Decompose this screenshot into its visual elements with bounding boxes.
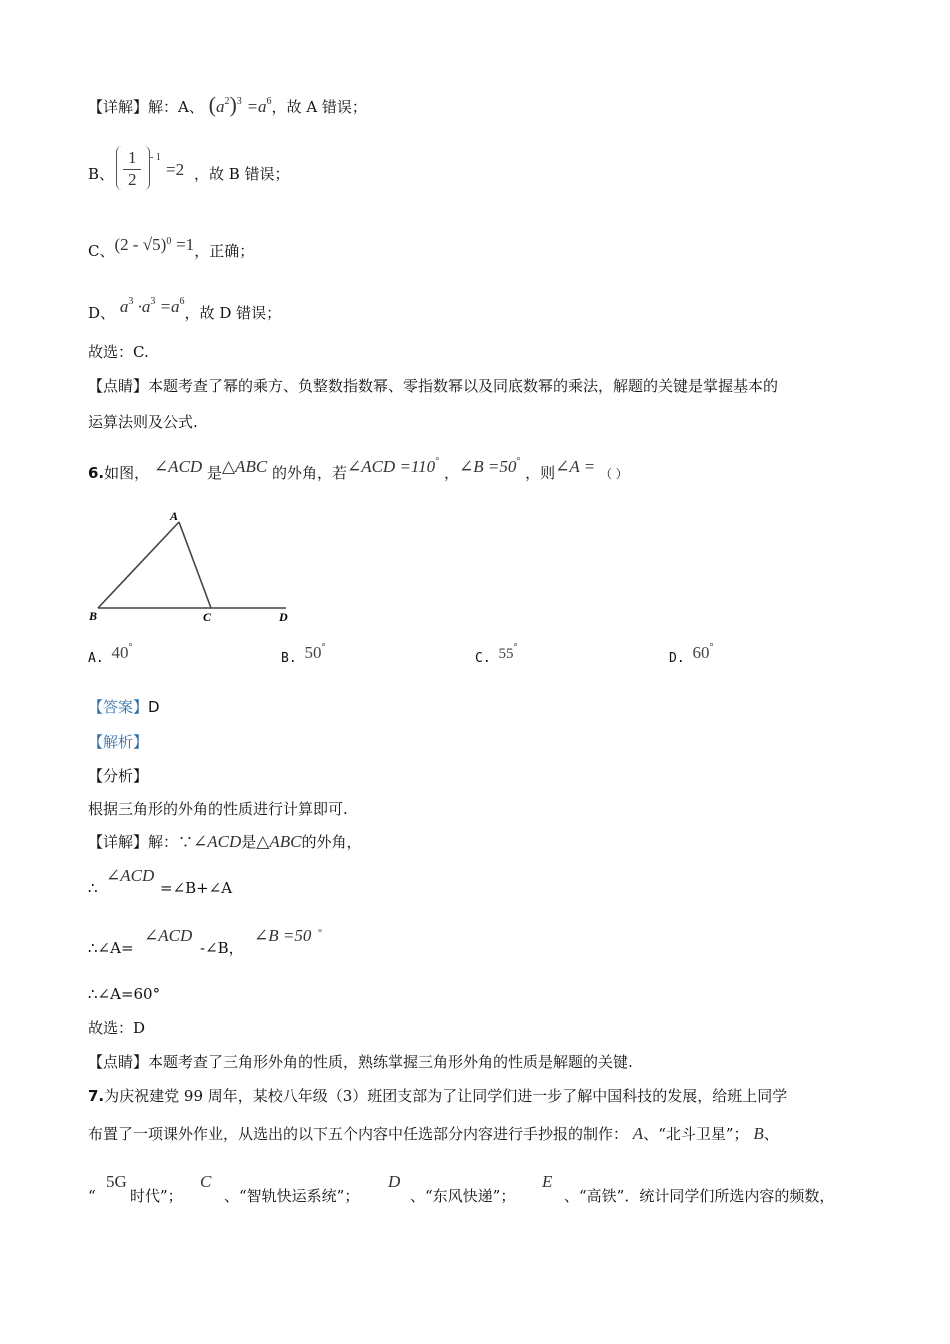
q6-acd: ∠ACD <box>153 457 203 476</box>
expr-a-base: a <box>215 97 225 116</box>
expr-a-tail: ，故 A 错误； <box>271 98 367 116</box>
q6-comma: ， <box>443 464 459 482</box>
q7-a-item: 、“北斗卫星”； <box>643 1125 749 1143</box>
step2-post: -∠B， <box>200 939 244 957</box>
expr-a-rhs-exp: 6 <box>266 96 272 107</box>
line-ac <box>179 522 211 608</box>
expr-a-eq: =a <box>246 97 267 116</box>
q6-step3: ∴∠A=60° <box>88 985 161 1003</box>
d-exp1: 3 <box>128 296 134 307</box>
expr-a: ( <box>208 92 216 117</box>
option-a-label: A. <box>88 651 104 666</box>
c-label: C、 <box>88 242 115 260</box>
line-ba <box>98 522 179 608</box>
option-d[interactable] <box>669 642 713 666</box>
b-den: 2 <box>128 170 137 189</box>
q5-comment-line1: 【点睛】本题考查了幂的乘方、负整数指数幂、零指数幂以及同底数幂的乘法，解题的关键是掌握基本的 <box>88 377 779 395</box>
answer-value: D <box>148 698 160 716</box>
d-label: D、 <box>88 304 116 322</box>
d-exp2: 3 <box>150 296 156 307</box>
option-a[interactable] <box>88 642 132 666</box>
q7-c-item: 、“智轨快运系统”； <box>224 1187 360 1205</box>
q7-line2 <box>88 1124 779 1144</box>
detail-abc: △ABC <box>256 832 302 851</box>
option-c[interactable] <box>475 642 517 666</box>
q7-5g: 5G <box>106 1172 127 1191</box>
q6-analysis-tag: 【解析】 <box>88 733 149 751</box>
c-eq: =1 <box>176 235 195 254</box>
q7-5g-tail: 时代”； <box>130 1187 183 1205</box>
detail-head: 【详解】解：∵ <box>88 833 194 851</box>
option-b-deg: ° <box>321 642 326 653</box>
q7-d-item: 、“东风快递”； <box>410 1187 516 1205</box>
step2-deg: ° <box>318 928 322 939</box>
q6-analysis-head: 【分析】 <box>88 767 149 785</box>
q6-text1: 如图， <box>104 464 150 482</box>
q6-detail <box>88 832 361 852</box>
q6-a-eq: ∠A = <box>555 457 596 476</box>
detail-is: 是 <box>241 833 257 851</box>
d-expr3: =a <box>155 297 180 316</box>
option-b-value: 50 <box>304 643 322 662</box>
option-d-deg: ° <box>709 642 714 653</box>
d-exp3: 6 <box>179 296 185 307</box>
b-tail: ，故 B 错误； <box>194 165 290 183</box>
option-d-value: 60 <box>692 643 710 662</box>
expr-a-exp-outer: 3 <box>236 96 242 107</box>
q6-answer <box>88 697 160 717</box>
q6-acd-eq: ∠ACD =110 <box>346 457 436 476</box>
q6-comment: 【点睛】本题考查了三角形外角的性质，熟练掌握三角形外角的性质是解题的关键. <box>88 1053 633 1071</box>
q7-b-item: 、 <box>763 1125 779 1143</box>
c-tail: ，正确； <box>194 242 255 260</box>
b-exp: - 1 <box>150 152 161 163</box>
q7-open-quote: “ <box>88 1187 96 1205</box>
c-exp: 0 <box>166 236 172 247</box>
q5-detail-d <box>88 292 281 323</box>
c-expr: (2 - √5) <box>114 235 167 254</box>
option-c-label: C. <box>475 651 491 666</box>
q5-comment-line2: 运算法则及公式. <box>88 413 198 431</box>
q6-stem <box>88 452 628 484</box>
option-a-deg: ° <box>128 642 133 653</box>
q6-paren: （ ） <box>599 467 628 481</box>
expr-a-close: ) <box>229 92 237 117</box>
q7-e-item: 、“高铁”．统计同学们所选内容的频数， <box>564 1187 835 1205</box>
q6-text4: ，则 <box>525 464 556 482</box>
label-c: C <box>203 610 212 624</box>
d-expr2: ·a <box>133 297 151 316</box>
d-expr1: a <box>119 297 129 316</box>
option-c-value: 55 <box>498 646 514 662</box>
option-c-deg: ° <box>513 642 518 653</box>
q5-detail-a <box>88 92 367 117</box>
triangle-figure <box>86 506 306 626</box>
step2-b: ∠B =50 <box>254 926 312 945</box>
q5-choice: 故选：C. <box>88 343 149 361</box>
d-tail: ，故 D 错误； <box>184 304 282 322</box>
step2-pre: ∴∠A= <box>88 939 134 957</box>
option-d-label: D. <box>669 651 685 666</box>
detail-head: 【详解】解：A、 <box>88 98 204 116</box>
option-a-value: 40 <box>111 643 129 662</box>
q7-e: E <box>542 1172 553 1191</box>
q6-choice: 故选：D <box>88 1019 146 1037</box>
q7-line1 <box>88 1086 787 1106</box>
b-label: B、 <box>88 165 115 183</box>
q6-text2: 是 <box>206 464 222 482</box>
q6-number: 6. <box>88 464 105 482</box>
label-b: B <box>89 609 98 623</box>
q6-text3: 的外角，若 <box>271 464 347 482</box>
label-d: D <box>279 610 288 624</box>
b-eq: =2 <box>166 160 185 179</box>
q7-b: B <box>753 1124 764 1143</box>
q7-d: D <box>388 1172 401 1191</box>
q7-line1-text: 为庆祝建党 99 周年，某校八年级（3）班团支部为了让同学们进一步了解中国科技的发展，给班上同学 <box>104 1087 788 1105</box>
option-b-label: B. <box>281 651 297 666</box>
q6-deg1: ° <box>435 456 440 467</box>
q6-analysis-text: 根据三角形的外角的性质进行计算即可. <box>88 800 348 818</box>
step2-acd: ∠ACD <box>144 926 193 945</box>
q7-a: A <box>632 1124 644 1143</box>
q6-deg2: ° <box>516 456 521 467</box>
q5-detail-c <box>88 232 254 261</box>
q7-number: 7. <box>88 1087 105 1105</box>
expr-a-exp-inner: 2 <box>224 96 230 107</box>
q7-line2-text: 布置了一项课外作业，从选出的以下五个内容中任选部分内容进行手抄报的制作： <box>88 1125 629 1143</box>
q7-c: C <box>200 1172 212 1191</box>
option-b[interactable] <box>281 642 325 666</box>
step1-post: =∠B+∠A <box>160 879 233 897</box>
step1-pre: ∴ <box>88 879 98 897</box>
q6-b-eq: ∠B =50 <box>458 457 517 476</box>
b-num: 1 <box>128 148 137 167</box>
step1-acd: ∠ACD <box>106 866 155 885</box>
label-a: A <box>170 509 179 523</box>
answer-tag: 【答案】 <box>88 698 149 716</box>
detail-tail: 的外角， <box>301 833 362 851</box>
q6-abc: △ABC <box>221 457 268 476</box>
detail-acd: ∠ACD <box>193 832 242 851</box>
